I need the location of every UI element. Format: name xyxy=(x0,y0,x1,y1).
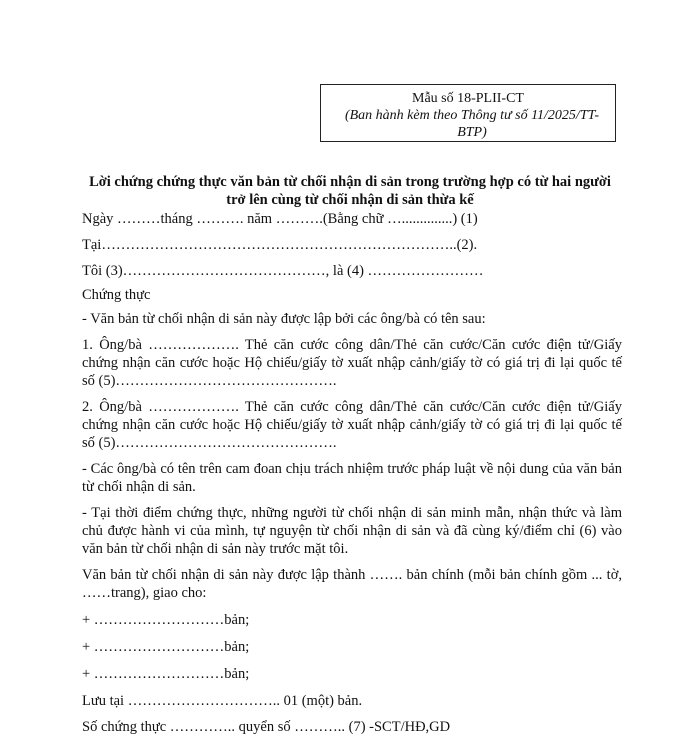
recipient-line-3: + ………………………bản; xyxy=(82,666,250,682)
intro-line: - Văn bản từ chối nhận di sản này được lập bởi các ông/bà có tên sau: xyxy=(82,311,486,327)
certification-number-line: Số chứng thực ………….. quyển số ……….. (7) -SCT/HĐ,GD xyxy=(82,719,451,735)
person-2-paragraph: 2. Ông/bà ………………. Thẻ căn cước công dân/Thẻ căn cước/Căn cước điện tử/Giấy chứng nhận căn cước hoặc Hộ chiếu/giấy tờ xuất nhập cảnh/giấy tờ có giá trị đi lại quốc tế số (5)………………………………………. xyxy=(82,399,622,451)
recipient-line-2: + ………………………bản; xyxy=(82,639,250,655)
pledge-paragraph: - Các ông/bà có tên trên cam đoan chịu trách nhiệm trước pháp luật về nội dung của văn bản từ chối nhận di sản. xyxy=(82,461,622,495)
date-line: Ngày ………tháng ………. năm ……….(Bằng chữ …..............) (1) xyxy=(82,211,478,227)
form-issued-note: (Ban hành kèm theo Thông tư số 11/2025/TT-BTP) xyxy=(344,108,600,140)
form-code: Mẫu số 18-PLII-CT xyxy=(412,91,524,106)
recipient-line-1: + ………………………bản; xyxy=(82,612,250,628)
person-1-paragraph: 1. Ông/bà ………………. Thẻ căn cước công dân/Thẻ căn cước/Căn cước điện tử/Giấy chứng nhận căn cước hoặc Hộ chiếu/giấy tờ xuất nhập cảnh/giấy tờ có giá trị đi lại quốc tế số (5)………………………………………. xyxy=(82,337,622,389)
certify-heading: Chứng thực xyxy=(82,287,151,303)
document-body xyxy=(82,210,622,736)
capacity-paragraph: - Tại thời điểm chứng thực, những người từ chối nhận di sản minh mẫn, nhận thức và làm chủ được hành vi của mình, tự nguyện từ chối nhận di sản và đã cùng ký/điểm chỉ (6) vào văn bản từ chối nhận di sản này trước mặt tôi. xyxy=(82,505,622,557)
archive-line: Lưu tại ………………………….. 01 (một) bản. xyxy=(82,693,363,709)
form-number-box xyxy=(320,84,616,142)
place-line: Tại………………………………………………………………..(2). xyxy=(82,237,478,253)
certifier-line: Tôi (3)……………………………………, là (4) …………………… xyxy=(82,263,484,279)
document-title: Lời chứng chứng thực văn bản từ chối nhận di sản trong trường hợp có từ hai người trở lên cùng từ chối nhận di sản thừa kế xyxy=(89,174,611,208)
copies-paragraph: Văn bản từ chối nhận di sản này được lập thành ……. bản chính (mỗi bản chính gồm ... tờ, ……trang), giao cho: xyxy=(82,567,622,601)
